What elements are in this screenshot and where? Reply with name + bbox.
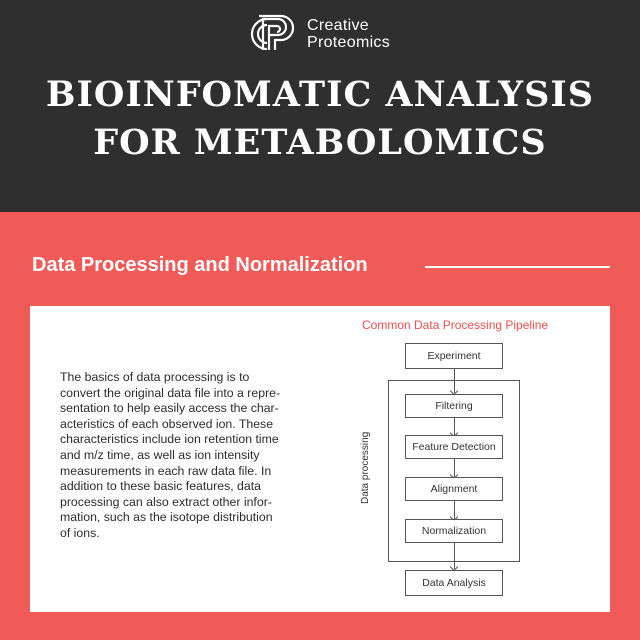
- body-line: The basics of data processing is to: [60, 370, 250, 384]
- step-filtering: Filtering: [405, 394, 503, 418]
- body-line: addition to these basic features, data: [60, 479, 261, 494]
- step-alignment: Alignment: [405, 477, 503, 501]
- header-banner: [0, 0, 640, 212]
- step-normalization: Normalization: [405, 519, 503, 543]
- section-title: Data Processing and Normalization: [32, 254, 368, 276]
- brand-logo: [245, 14, 390, 54]
- step-experiment: Experiment: [405, 343, 503, 369]
- body-line: and m/z time, as well as ion intensity: [60, 447, 260, 462]
- brand-name-line2: Proteomics: [307, 34, 391, 51]
- body-line: acteristics of each observed ion. These: [60, 416, 274, 431]
- body-line: characteristics include ion retention time: [60, 432, 279, 447]
- page-title-line1: BIOINFOMATIC ANALYSIS: [45, 74, 595, 115]
- body-line: of ions.: [60, 525, 100, 540]
- body-paragraph: [60, 370, 290, 542]
- body-line: mation, such as the isotope distribution: [60, 510, 273, 525]
- step-feature-detection: Feature Detection: [405, 435, 503, 459]
- body-line: measurements in each raw data file. In: [60, 463, 272, 478]
- arrow-down-icon: [454, 500, 455, 519]
- body-line: convert the original data file into a repre-: [60, 385, 281, 400]
- arrow-down-icon: [454, 368, 455, 393]
- data-processing-label: Data processing: [360, 431, 371, 504]
- body-line: sentation to help easily access the char-: [60, 401, 279, 416]
- arrow-down-icon: [454, 542, 455, 569]
- body-line: processing can also extract other infor-: [60, 494, 272, 509]
- brand-name-line1: Creative: [307, 17, 369, 34]
- page-title-line2: FOR METABOLOMICS: [93, 122, 547, 163]
- diagram-title: Common Data Processing Pipeline: [362, 318, 549, 332]
- step-data-analysis: Data Analysis: [405, 570, 503, 596]
- arrow-down-icon: [454, 458, 455, 477]
- section-divider: [425, 266, 610, 268]
- content-card: [30, 306, 610, 612]
- arrow-down-icon: [454, 417, 455, 435]
- brand-name: [307, 17, 390, 51]
- creative-proteomics-logo-icon: [245, 14, 299, 54]
